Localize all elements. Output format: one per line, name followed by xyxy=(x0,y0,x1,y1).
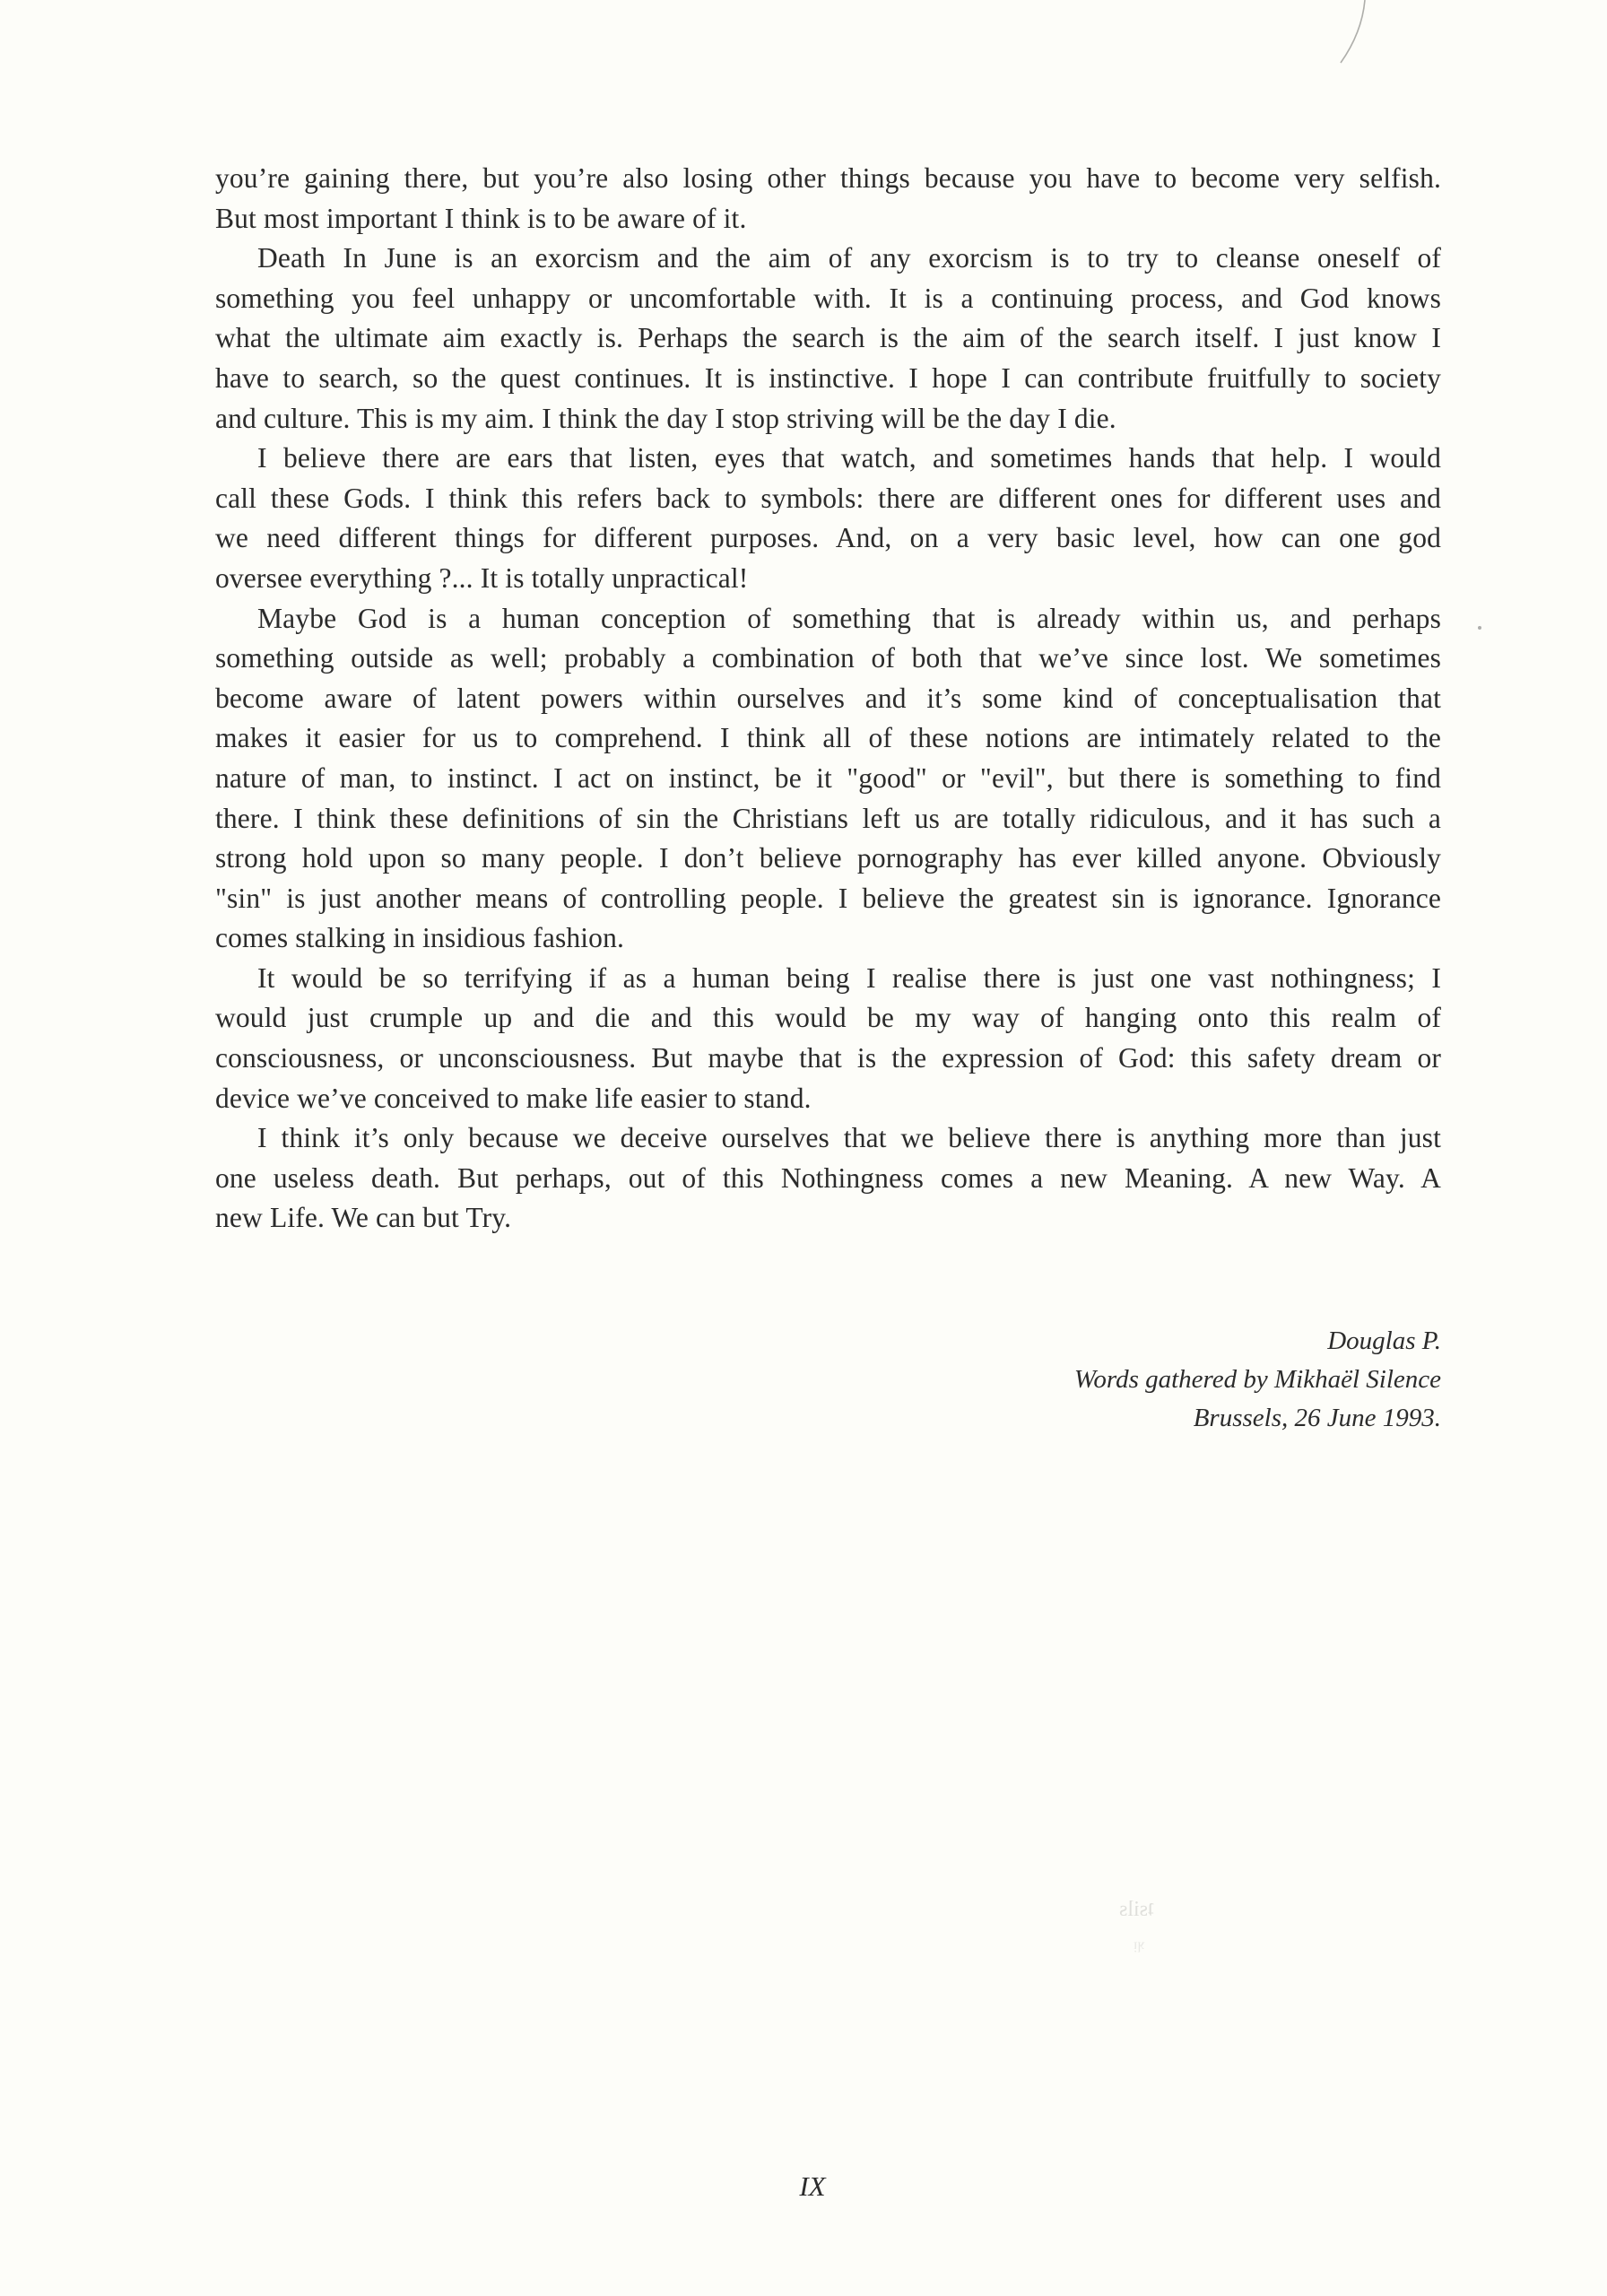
paragraph xyxy=(215,159,1441,239)
text-line: new Life. We can but Try. xyxy=(215,1202,512,1234)
signature-credit: Words gathered by Mikhaël Silence xyxy=(1073,1365,1441,1394)
text-line: consciousness, or unconsciousness. But maybe that is the expression of God: this safety dream or xyxy=(215,1042,1441,1074)
paper-speck xyxy=(1478,626,1481,630)
text-line: It would be so terrifying if as a human being I realise there is just one vast nothingness; I xyxy=(257,961,1441,994)
paragraph xyxy=(215,439,1441,598)
text-line: one useless death. But perhaps, out of this Nothingness comes a new Meaning. A new Way. A xyxy=(215,1161,1441,1194)
paragraph xyxy=(215,599,1441,959)
signature-block xyxy=(1074,1322,1441,1438)
body-text xyxy=(215,159,1441,1239)
text-line: makes it easier for us to comprehend. I think all of these notions are intimately related to the xyxy=(215,722,1441,754)
text-line: strong hold upon so many people. I don’t believe pornography has ever killed anyone. Obviously xyxy=(215,842,1441,874)
text-line: what the ultimate aim exactly is. Perhaps the search is the aim of the search itself. I just know I xyxy=(215,322,1441,354)
text-line: I think it’s only because we deceive ourselves that we believe there is anything more than just xyxy=(257,1122,1441,1154)
text-line: nature of man, to instinct. I act on instinct, be it "good" or "evil", but there is something to find xyxy=(215,761,1441,794)
text-line: But most important I think is to be aware of it. xyxy=(215,202,747,234)
paragraph xyxy=(215,1118,1441,1239)
signature-author: Douglas P. xyxy=(1327,1326,1441,1355)
page-number xyxy=(0,2170,1607,2203)
text-line: and culture. This is my aim. I think the day I stop striving will be the day I die. xyxy=(215,402,1116,434)
text-line: have to search, so the quest continues. It is instinctive. I hope I can contribute fruitfully to society xyxy=(215,361,1441,394)
text-line: device we’ve conceived to make life easier to stand. xyxy=(215,1082,812,1114)
text-line: something outside as well; probably a combination of both that we’ve since lost. We sometimes xyxy=(215,642,1441,674)
bleed-through-mark: ʇsils xyxy=(1119,1898,1154,1921)
text-line: Maybe God is a human conception of something that is already within us, and perhaps xyxy=(257,602,1441,634)
text-line: comes stalking in insidious fashion. xyxy=(215,922,624,954)
text-line: I believe there are ears that listen, eyes that watch, and sometimes hands that help. I would xyxy=(257,442,1441,474)
text-line: there. I think these definitions of sin the Christians left us are totally ridiculous, and it has such a xyxy=(215,802,1441,834)
paragraph xyxy=(215,959,1441,1118)
text-line: we need different things for different purposes. And, on a very basic level, how can one god xyxy=(215,522,1441,554)
paragraph xyxy=(215,239,1441,439)
text-line: oversee everything ?... It is totally unpractical! xyxy=(215,561,749,594)
text-line: "sin" is just another means of controlling people. I believe the greatest sin is ignorance. Ignorance xyxy=(215,882,1441,914)
signature-place-date: Brussels, 26 June 1993. xyxy=(1193,1404,1441,1432)
text-line: would just crumple up and die and this would be my way of hanging onto this realm of xyxy=(215,1002,1441,1034)
text-line: call these Gods. I think this refers back to symbols: there are different ones for different uses and xyxy=(215,482,1441,514)
bleed-through-mark: ʞᴉ xyxy=(1134,1937,1145,1952)
text-line: become aware of latent powers within ourselves and it’s some kind of conceptualisation that xyxy=(215,682,1441,714)
pen-stroke-mark xyxy=(1336,0,1372,65)
text-line: something you feel unhappy or uncomfortable with. It is a continuing process, and God knows xyxy=(215,282,1441,314)
page-number-label: IX xyxy=(799,2170,826,2202)
text-line: Death In June is an exorcism and the aim of any exorcism is to try to cleanse oneself of xyxy=(257,242,1441,274)
text-line: you’re gaining there, but you’re also losing other things because you have to become very selfish. xyxy=(215,162,1441,194)
